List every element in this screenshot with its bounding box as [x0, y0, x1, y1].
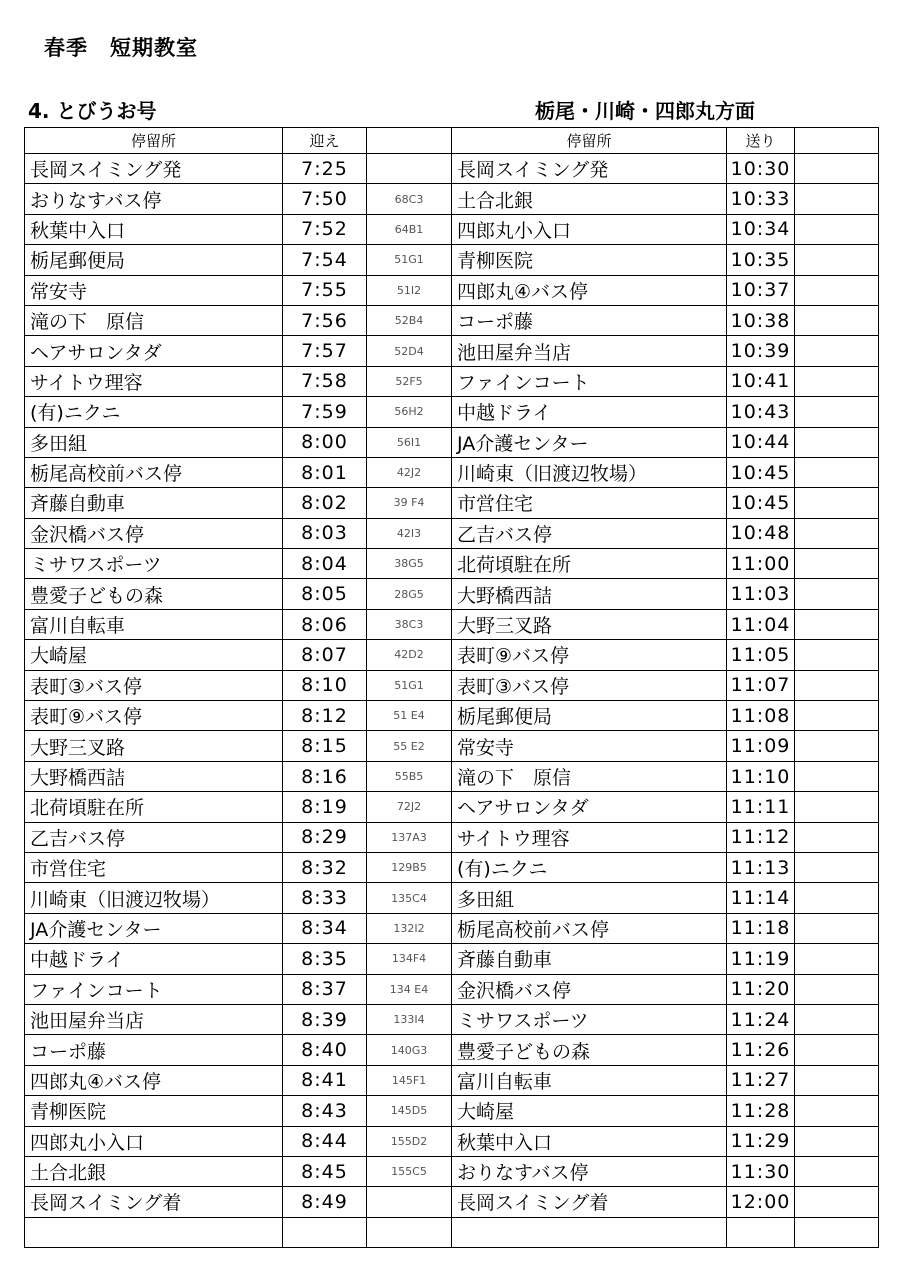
dropoff-time: 10:33 [727, 184, 795, 214]
pickup-time: 8:33 [283, 883, 367, 913]
route-title: 4. とびうお号 [28, 99, 157, 123]
dropoff-time: 11:26 [727, 1035, 795, 1065]
empty-row [25, 1217, 879, 1247]
blank-cell [795, 1004, 879, 1034]
dropoff-time: 11:05 [727, 640, 795, 670]
dropoff-stop: 長岡スイミング着 [452, 1187, 727, 1217]
map-code: 38C3 [367, 609, 452, 639]
blank-cell [795, 275, 879, 305]
dropoff-stop: 市営住宅 [452, 488, 727, 518]
blank-cell [795, 245, 879, 275]
pickup-stop: 中越ドライ [25, 944, 283, 974]
pickup-time: 8:19 [283, 792, 367, 822]
map-code: 145D5 [367, 1096, 452, 1126]
pickup-stop: 青柳医院 [25, 1096, 283, 1126]
dropoff-stop: 川崎東（旧渡辺牧場） [452, 457, 727, 487]
map-code: 129B5 [367, 852, 452, 882]
dropoff-time: 11:27 [727, 1065, 795, 1095]
table-row [25, 427, 879, 457]
blank-cell [795, 852, 879, 882]
dropoff-stop: (有)ニクニ [452, 852, 727, 882]
pickup-time: 7:55 [283, 275, 367, 305]
pickup-time: 7:25 [283, 154, 367, 184]
pickup-stop: 北荷頃駐在所 [25, 792, 283, 822]
pickup-stop: 表町③バス停 [25, 670, 283, 700]
table-row [25, 640, 879, 670]
map-code: 51G1 [367, 670, 452, 700]
map-code: 137A3 [367, 822, 452, 852]
map-code: 42J2 [367, 457, 452, 487]
map-code: 39 F4 [367, 488, 452, 518]
blank-cell [795, 883, 879, 913]
dropoff-stop: コーポ藤 [452, 305, 727, 335]
map-code: 56H2 [367, 397, 452, 427]
dropoff-stop: 斉藤自動車 [452, 944, 727, 974]
table-row [25, 1156, 879, 1186]
pickup-time: 8:39 [283, 1004, 367, 1034]
blank-cell [795, 518, 879, 548]
pickup-stop: 斉藤自動車 [25, 488, 283, 518]
dropoff-stop: 栃尾高校前バス停 [452, 913, 727, 943]
pickup-stop: 長岡スイミング発 [25, 154, 283, 184]
dropoff-time: 10:30 [727, 154, 795, 184]
blank-cell [795, 792, 879, 822]
pickup-stop: 池田屋弁当店 [25, 1004, 283, 1034]
table-row [25, 761, 879, 791]
table-row [25, 154, 879, 184]
dropoff-time: 11:13 [727, 852, 795, 882]
pickup-time: 8:35 [283, 944, 367, 974]
pickup-time: 8:05 [283, 579, 367, 609]
dropoff-stop: 滝の下 原信 [452, 761, 727, 791]
pickup-stop: ファインコート [25, 974, 283, 1004]
map-code: 72J2 [367, 792, 452, 822]
dropoff-time: 11:11 [727, 792, 795, 822]
dropoff-stop: ミサワスポーツ [452, 1004, 727, 1034]
map-code: 51 E4 [367, 701, 452, 731]
pickup-stop: ミサワスポーツ [25, 549, 283, 579]
dropoff-time: 10:44 [727, 427, 795, 457]
dropoff-stop: 池田屋弁当店 [452, 336, 727, 366]
dropoff-time: 10:48 [727, 518, 795, 548]
table-row [25, 518, 879, 548]
dropoff-time: 10:38 [727, 305, 795, 335]
table-row [25, 852, 879, 882]
map-code: 64B1 [367, 214, 452, 244]
dropoff-stop: ファインコート [452, 366, 727, 396]
dropoff-stop: 北荷頃駐在所 [452, 549, 727, 579]
empty-cell [452, 1217, 727, 1247]
dropoff-time: 10:43 [727, 397, 795, 427]
dropoff-time: 11:30 [727, 1156, 795, 1186]
pickup-time: 8:40 [283, 1035, 367, 1065]
blank-cell [795, 579, 879, 609]
table-row [25, 1035, 879, 1065]
map-code: 145F1 [367, 1065, 452, 1095]
pickup-time: 8:44 [283, 1126, 367, 1156]
table-row [25, 184, 879, 214]
pickup-stop: 滝の下 原信 [25, 305, 283, 335]
dropoff-stop: 土合北銀 [452, 184, 727, 214]
header-pickup-time: 迎え [283, 128, 367, 154]
dropoff-stop: サイトウ理容 [452, 822, 727, 852]
dropoff-stop: 豊愛子どもの森 [452, 1035, 727, 1065]
pickup-stop: 栃尾高校前バス停 [25, 457, 283, 487]
map-code [367, 1187, 452, 1217]
dropoff-time: 10:35 [727, 245, 795, 275]
map-code: 42D2 [367, 640, 452, 670]
map-code: 134 E4 [367, 974, 452, 1004]
dropoff-time: 11:07 [727, 670, 795, 700]
table-header-row [25, 128, 879, 154]
pickup-time: 8:29 [283, 822, 367, 852]
pickup-time: 8:07 [283, 640, 367, 670]
dropoff-time: 11:18 [727, 913, 795, 943]
pickup-time: 7:52 [283, 214, 367, 244]
table-row [25, 701, 879, 731]
pickup-time: 8:12 [283, 701, 367, 731]
table-row [25, 1096, 879, 1126]
blank-cell [795, 913, 879, 943]
dropoff-stop: 乙吉バス停 [452, 518, 727, 548]
map-code: 133I4 [367, 1004, 452, 1034]
pickup-stop: JA介護センター [25, 913, 283, 943]
empty-cell [283, 1217, 367, 1247]
pickup-stop: 市営住宅 [25, 852, 283, 882]
pickup-time: 7:54 [283, 245, 367, 275]
blank-cell [795, 336, 879, 366]
dropoff-time: 11:09 [727, 731, 795, 761]
map-code: 42I3 [367, 518, 452, 548]
table-row [25, 792, 879, 822]
pickup-time: 8:00 [283, 427, 367, 457]
table-row [25, 397, 879, 427]
pickup-stop: ヘアサロンタダ [25, 336, 283, 366]
table-row [25, 305, 879, 335]
map-code: 51I2 [367, 275, 452, 305]
dropoff-stop: 秋葉中入口 [452, 1126, 727, 1156]
pickup-time: 8:45 [283, 1156, 367, 1186]
bus-schedule-table [24, 127, 879, 1248]
dropoff-stop: 大野橋西詰 [452, 579, 727, 609]
dropoff-time: 10:34 [727, 214, 795, 244]
blank-cell [795, 822, 879, 852]
dropoff-time: 10:39 [727, 336, 795, 366]
header-code [367, 128, 452, 154]
pickup-stop: 乙吉バス停 [25, 822, 283, 852]
map-code: 155C5 [367, 1156, 452, 1186]
dropoff-time: 11:28 [727, 1096, 795, 1126]
dropoff-time: 12:00 [727, 1187, 795, 1217]
map-code: 38G5 [367, 549, 452, 579]
pickup-time: 8:32 [283, 852, 367, 882]
map-code: 55B5 [367, 761, 452, 791]
schedule-body [25, 154, 879, 1248]
pickup-stop: 富川自転車 [25, 609, 283, 639]
dropoff-stop: 栃尾郵便局 [452, 701, 727, 731]
pickup-time: 8:34 [283, 913, 367, 943]
header-stop-pickup: 停留所 [25, 128, 283, 154]
dropoff-time: 11:19 [727, 944, 795, 974]
empty-cell [727, 1217, 795, 1247]
dropoff-time: 11:08 [727, 701, 795, 731]
blank-cell [795, 184, 879, 214]
header-dropoff-time: 送り [727, 128, 795, 154]
pickup-stop: 表町⑨バス停 [25, 701, 283, 731]
table-row [25, 488, 879, 518]
pickup-stop: 豊愛子どもの森 [25, 579, 283, 609]
pickup-time: 8:43 [283, 1096, 367, 1126]
map-code: 52F5 [367, 366, 452, 396]
dropoff-time: 11:12 [727, 822, 795, 852]
pickup-time: 8:03 [283, 518, 367, 548]
pickup-stop: 大野三叉路 [25, 731, 283, 761]
table-row [25, 214, 879, 244]
blank-cell [795, 366, 879, 396]
dropoff-stop: 大野三叉路 [452, 609, 727, 639]
table-row [25, 1126, 879, 1156]
map-code: 56I1 [367, 427, 452, 457]
table-row [25, 974, 879, 1004]
map-code: 52B4 [367, 305, 452, 335]
pickup-stop: 金沢橋バス停 [25, 518, 283, 548]
dropoff-time: 11:29 [727, 1126, 795, 1156]
table-row [25, 579, 879, 609]
dropoff-time: 11:03 [727, 579, 795, 609]
pickup-time: 8:04 [283, 549, 367, 579]
map-code: 55 E2 [367, 731, 452, 761]
table-row [25, 336, 879, 366]
map-code: 140G3 [367, 1035, 452, 1065]
blank-cell [795, 305, 879, 335]
pickup-time: 8:10 [283, 670, 367, 700]
pickup-stop: 土合北銀 [25, 1156, 283, 1186]
dropoff-time: 11:10 [727, 761, 795, 791]
pickup-stop: 四郎丸小入口 [25, 1126, 283, 1156]
blank-cell [795, 488, 879, 518]
blank-cell [795, 457, 879, 487]
table-row [25, 366, 879, 396]
dropoff-stop: 表町③バス停 [452, 670, 727, 700]
pickup-time: 7:50 [283, 184, 367, 214]
dropoff-stop: ヘアサロンタダ [452, 792, 727, 822]
pickup-stop: 大崎屋 [25, 640, 283, 670]
blank-cell [795, 701, 879, 731]
pickup-time: 8:01 [283, 457, 367, 487]
blank-cell [795, 1065, 879, 1095]
dropoff-stop: 常安寺 [452, 731, 727, 761]
dropoff-time: 10:41 [727, 366, 795, 396]
pickup-time: 7:58 [283, 366, 367, 396]
pickup-time: 8:41 [283, 1065, 367, 1095]
dropoff-time: 10:45 [727, 457, 795, 487]
table-row [25, 944, 879, 974]
pickup-stop: 大野橋西詰 [25, 761, 283, 791]
table-row [25, 457, 879, 487]
map-code: 28G5 [367, 579, 452, 609]
blank-cell [795, 640, 879, 670]
blank-cell [795, 1156, 879, 1186]
empty-cell [25, 1217, 283, 1247]
dropoff-stop: 金沢橋バス停 [452, 974, 727, 1004]
table-row [25, 275, 879, 305]
dropoff-time: 11:20 [727, 974, 795, 1004]
dropoff-time: 11:04 [727, 609, 795, 639]
pickup-time: 7:59 [283, 397, 367, 427]
dropoff-stop: 長岡スイミング発 [452, 154, 727, 184]
blank-cell [795, 1187, 879, 1217]
map-code [367, 154, 452, 184]
dropoff-stop: 富川自転車 [452, 1065, 727, 1095]
map-code: 51G1 [367, 245, 452, 275]
table-row [25, 1187, 879, 1217]
dropoff-stop: 四郎丸小入口 [452, 214, 727, 244]
dropoff-time: 11:24 [727, 1004, 795, 1034]
pickup-stop: 四郎丸④バス停 [25, 1065, 283, 1095]
pickup-stop: 川崎東（旧渡辺牧場） [25, 883, 283, 913]
map-code: 132I2 [367, 913, 452, 943]
map-code: 134F4 [367, 944, 452, 974]
header-blank [795, 128, 879, 154]
pickup-stop: 栃尾郵便局 [25, 245, 283, 275]
blank-cell [795, 549, 879, 579]
blank-cell [795, 670, 879, 700]
pickup-time: 8:16 [283, 761, 367, 791]
pickup-stop: 長岡スイミング着 [25, 1187, 283, 1217]
header-stop-dropoff: 停留所 [452, 128, 727, 154]
dropoff-time: 10:45 [727, 488, 795, 518]
pickup-stop: (有)ニクニ [25, 397, 283, 427]
blank-cell [795, 761, 879, 791]
dropoff-stop: 四郎丸④バス停 [452, 275, 727, 305]
map-code: 155D2 [367, 1126, 452, 1156]
pickup-time: 7:56 [283, 305, 367, 335]
pickup-time: 8:15 [283, 731, 367, 761]
table-row [25, 1065, 879, 1095]
blank-cell [795, 609, 879, 639]
empty-cell [367, 1217, 452, 1247]
pickup-time: 8:37 [283, 974, 367, 1004]
dropoff-stop: 大崎屋 [452, 1096, 727, 1126]
empty-cell [795, 1217, 879, 1247]
dropoff-time: 11:00 [727, 549, 795, 579]
dropoff-stop: 多田組 [452, 883, 727, 913]
dropoff-stop: 表町⑨バス停 [452, 640, 727, 670]
table-row [25, 549, 879, 579]
dropoff-time: 11:14 [727, 883, 795, 913]
blank-cell [795, 974, 879, 1004]
pickup-time: 8:02 [283, 488, 367, 518]
map-code: 135C4 [367, 883, 452, 913]
blank-cell [795, 214, 879, 244]
blank-cell [795, 397, 879, 427]
map-code: 52D4 [367, 336, 452, 366]
table-row [25, 913, 879, 943]
table-row [25, 609, 879, 639]
table-row [25, 822, 879, 852]
dropoff-stop: 青柳医院 [452, 245, 727, 275]
pickup-stop: サイトウ理容 [25, 366, 283, 396]
table-row [25, 245, 879, 275]
pickup-time: 8:06 [283, 609, 367, 639]
blank-cell [795, 1035, 879, 1065]
table-row [25, 670, 879, 700]
map-code: 68C3 [367, 184, 452, 214]
pickup-stop: コーポ藤 [25, 1035, 283, 1065]
route-direction: 栃尾・川崎・四郎丸方面 [535, 99, 755, 123]
blank-cell [795, 154, 879, 184]
blank-cell [795, 1126, 879, 1156]
blank-cell [795, 944, 879, 974]
pickup-stop: おりなすバス停 [25, 184, 283, 214]
pickup-time: 8:49 [283, 1187, 367, 1217]
dropoff-time: 10:37 [727, 275, 795, 305]
table-row [25, 731, 879, 761]
blank-cell [795, 1096, 879, 1126]
pickup-stop: 多田組 [25, 427, 283, 457]
dropoff-stop: 中越ドライ [452, 397, 727, 427]
pickup-stop: 秋葉中入口 [25, 214, 283, 244]
dropoff-stop: JA介護センター [452, 427, 727, 457]
pickup-time: 7:57 [283, 336, 367, 366]
blank-cell [795, 427, 879, 457]
dropoff-stop: おりなすバス停 [452, 1156, 727, 1186]
pickup-stop: 常安寺 [25, 275, 283, 305]
page-title: 春季 短期教室 [44, 36, 198, 60]
blank-cell [795, 731, 879, 761]
table-row [25, 883, 879, 913]
table-row [25, 1004, 879, 1034]
